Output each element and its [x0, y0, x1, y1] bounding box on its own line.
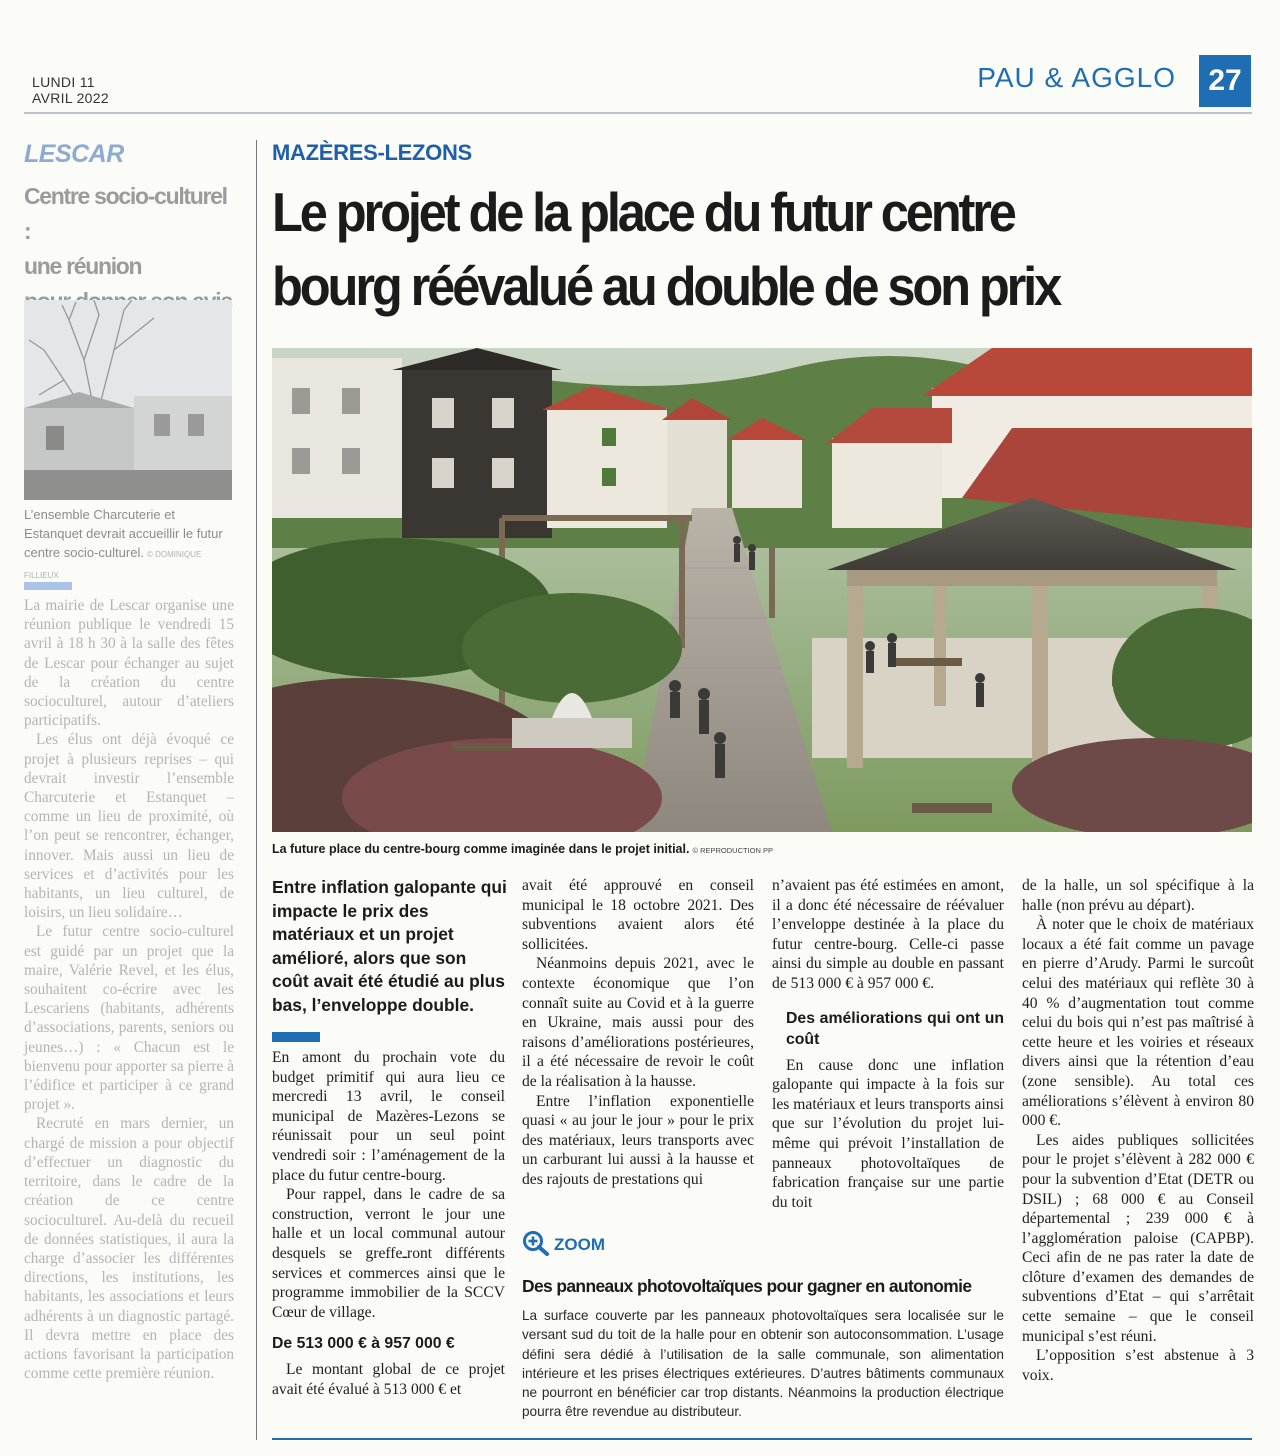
- page-number: 27: [1199, 55, 1251, 107]
- header-rule: [24, 112, 1252, 114]
- headline-line: Le projet de la place du futur centre: [272, 181, 1014, 243]
- brief-paragraph: Le futur centre socio-culturel est guidé par un projet que la maire, Valérie Revel, et les élus, souhaitent co-écrire avec les Lescariens (habitants, adhérents d’associations, parents, seniors ou jeunes…) : « Chacun est le bienvenu pour apporter sa pierre à l’édifice et participer à ce grand projet ».: [24, 923, 234, 1114]
- subheading: Des améliorations qui ont un coût: [786, 1009, 1004, 1048]
- brief-kicker: LESCAR: [24, 140, 124, 168]
- zoom-label: [522, 1230, 605, 1261]
- body-paragraph: L’opposition s’est abstenue à 3 voix.: [1022, 1347, 1254, 1384]
- body-paragraph: n’avaient pas été estimées en amont, il a donc été nécessaire de réévaluer l’enveloppe destinée à la place du futur centre-bourg. Celle-ci passe ainsi du simple au double en passant de 513 000 € à 957 000 €.: [772, 877, 1004, 992]
- issue-date-month: AVRIL 2022: [32, 90, 109, 106]
- zoom-magnifier-icon: [522, 1230, 550, 1261]
- body-paragraph: En amont du prochain vote du budget primitif qui aura lieu ce mercredi 13 avril, le conseil municipal de Mazères-Lezons se réunissait pour un seul point vendredi soir : l’aménagement de la place du futur centre-bourg.: [272, 1049, 505, 1184]
- article-column-1: [272, 1048, 505, 1400]
- brief-title: [24, 179, 234, 319]
- body-paragraph: Le montant global de ce projet avait été évalué à 513 000 € et: [272, 1361, 505, 1398]
- issue-date-day: LUNDI 11: [32, 74, 95, 90]
- article-photo: [272, 348, 1252, 832]
- body-paragraph: de la halle, un sol spécifique à la halle (non prévu au départ).: [1022, 877, 1254, 914]
- plaza-rendering-illustration: [272, 348, 1252, 832]
- photo-credit: © REPRODUCTION PP: [692, 846, 773, 855]
- zoom-text: ZOOM: [554, 1234, 605, 1254]
- article-kicker: MAZÈRES-LEZONS: [272, 140, 472, 165]
- brief-title-line: une réunion: [24, 253, 142, 279]
- article-photo-caption: [272, 842, 773, 856]
- section-title: PAU & AGGLO: [977, 62, 1176, 93]
- article-column-2: [522, 876, 754, 1190]
- brief-photo-credit: © DOMINIQUE FILLIEUX: [24, 550, 202, 580]
- brief-separator-bar: [24, 582, 72, 590]
- headline-line: bourg réévalué au double de son prix: [272, 255, 1060, 317]
- brief-paragraph: Recruté en mars dernier, un chargé de mission a pour objectif d’effectuer un diagnostic du territoire, dans le cadre de la création de ce centre socioculturel. Au-delà du recueil de données statistiques, il aura la charge d’associer les différentes directions, les institutions, les habitants, les associations et leurs adhérents à un diagnostic partagé. Il devra mettre en place des actions favorisant la participation comme cette première réunion.: [24, 1115, 234, 1383]
- brief-article: [24, 140, 234, 1383]
- body-paragraph: avait été approuvé en conseil municipal le 18 octobre 2021. Des subventions avaient alors été sollicitées.: [522, 877, 754, 953]
- article-column-3: [772, 876, 1004, 1212]
- body-paragraph: En cause donc une inflation galopante qui impacte à la fois sur les matériaux et leurs transports ainsi que sur l’évolution du projet lui-même qui prévoit l’installation de panneaux photovoltaïques de fabrication française sur une partie du toit: [772, 1056, 1004, 1211]
- brief-photo-caption: [24, 505, 234, 585]
- issue-date: [32, 74, 109, 106]
- brief-body: [24, 596, 234, 1383]
- brief-photo: [24, 300, 232, 500]
- body-paragraph: Néanmoins depuis 2021, avec le contexte économique que l’on connaît suite au Covid et à la guerre en Ukraine, mais aussi pour des raisons d’améliorations postérieures, il a été nécessaire de revoir le coût de la réalisation à la hausse.: [522, 955, 754, 1090]
- article-column-4: [1022, 876, 1254, 1385]
- lead-separator-bar: [272, 1032, 320, 1042]
- zoom-box-title: Des panneaux photovoltaïques pour gagner en autonomie: [522, 1276, 972, 1296]
- brief-title-line: Centre socio-culturel :: [24, 183, 227, 244]
- column-divider: [256, 140, 257, 1440]
- body-paragraph: Les aides publiques sollicitées pour le projet s’élèvent à 282 000 € pour la subvention d’Etat (DETR ou DSIL) ; 68 000 € au Conseil départemental ; 239 000 € à l’agglomération paloise (CAPBP). Ceci afin de ne pas rater la date de clôture d’examen des demandes de subventions d’Etat – qui s’arrêtait cette semaine – que le conseil municipal s’est réuni.: [1022, 1131, 1254, 1345]
- article-headline: [272, 175, 1174, 323]
- body-paragraph: Entre l’inflation exponentielle quasi « au jour le jour » pour le prix des matériaux, leurs transports avec un carburant lui aussi à la hausse et des rajouts de prestations qui: [522, 1092, 754, 1188]
- bottom-rule: [272, 1438, 1252, 1440]
- zoom-box-body: La surface couverte par les panneaux photovoltaïques sera localisée sur le versant sud du toit de la halle pour en obtenir son autoconsommation. L’usage défini sera dédié à l’utilisation de la salle communale, son alimentation intérieure et les prises électriques extérieures. D’autres bâtiments communaux ne pourront en bénéficier car trop distants. Néanmoins la production électrique pourra être revendue au distributeur.: [522, 1308, 1004, 1420]
- photo-caption-text: La future place du centre-bourg comme imaginée dans le projet initial.: [272, 842, 690, 856]
- body-paragraph: Pour rappel, dans le cadre de sa construction, verront le jour une halle et un local communal autour desquels se greffeـront différents services et commerces ainsi que le programme immobilier de la SCCV Cœur de village.: [272, 1186, 505, 1321]
- brief-caption-text: L’ensemble Charcuterie et Estanquet devrait accueillir le futur centre socio-culturel.: [24, 507, 223, 560]
- brief-paragraph: Les élus ont déjà évoqué ce projet à plusieurs reprises – qui devrait investir l’ensemble Charcuterie et Estanquet – comme un lieu de proximité, où l’on peut se rencontrer, échanger, innover. Mais aussi un lieu de services et d’activités pour les habitants, un lieu culturel, de loisirs, un lieu solidaire…: [24, 731, 234, 922]
- subheading: De 513 000 € à 957 000 €: [272, 1335, 455, 1353]
- body-paragraph: À noter que le choix de matériaux locaux a été fait comme un pavage en pierre d’Arudy. Parmi le surcoût celui des matériaux qui reflète 30 à 40 % d’augmentation tout comme celui du bois qui n’est pas maîtrisé à cette heure et les voiries et réseaux divers ainsi que la rétention d’eau (zone sensible). Au total ces améliorations s’élèvent à environ 80 000 €.: [1022, 916, 1254, 1130]
- article-lead: Entre inflation galopante qui impacte le prix des matériaux et un projet amélioré, alors que son coût avait été étudié au plus bas, l’enveloppe double.: [272, 877, 507, 1015]
- brief-photo-illustration: [24, 300, 232, 500]
- brief-paragraph: La mairie de Lescar organise une réunion publique le vendredi 15 avril à 18 h 30 à la salle des fêtes de Lescar pour échanger au sujet de la création du centre socioculturel, autour d’ateliers participatifs.: [24, 597, 234, 730]
